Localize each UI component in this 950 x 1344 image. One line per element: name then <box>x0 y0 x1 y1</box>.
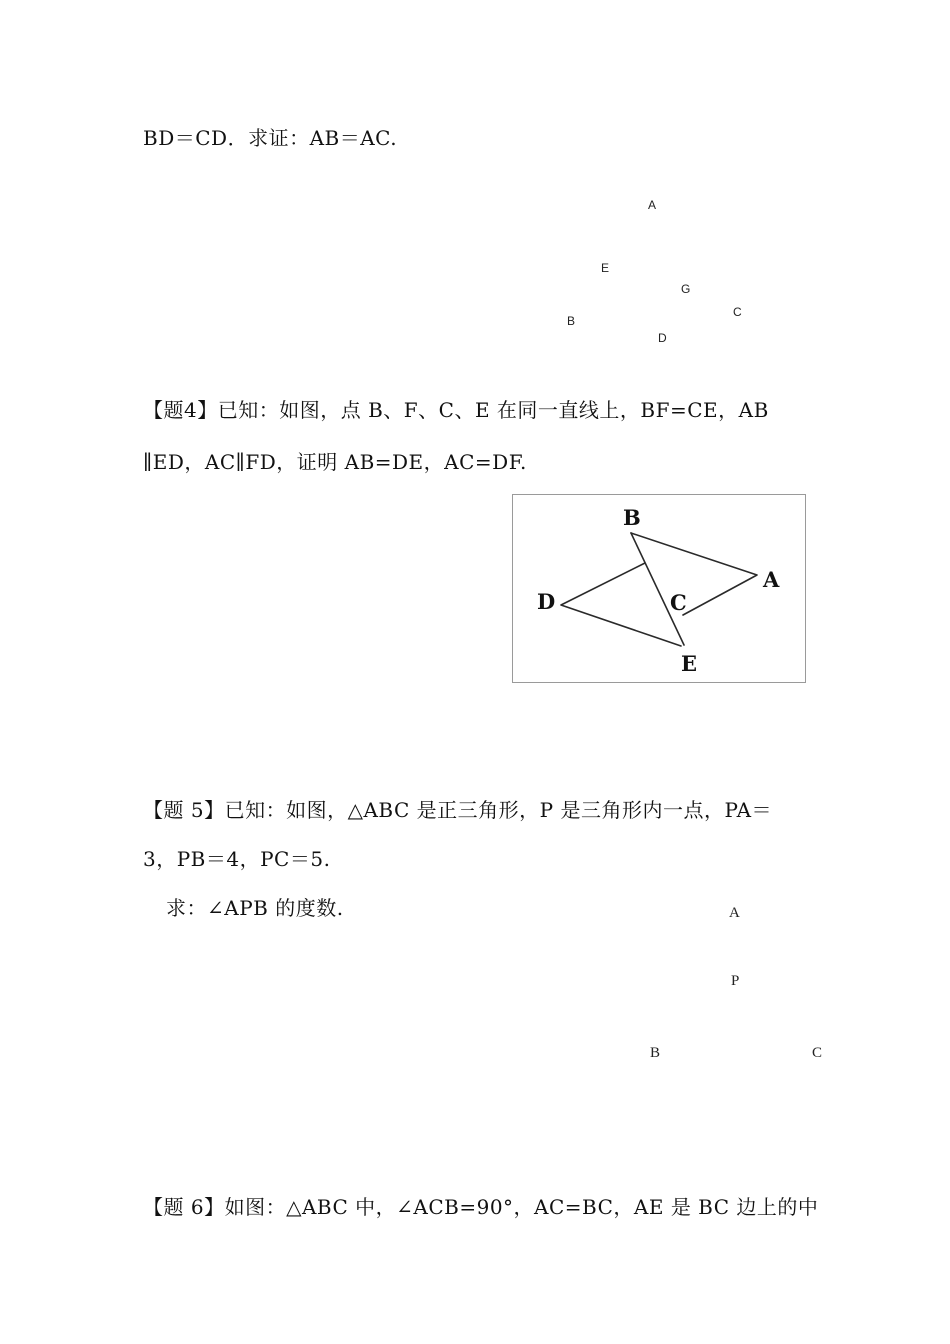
fig1-label-g: G <box>681 282 691 296</box>
fig1-label-a: A <box>648 198 657 212</box>
fig3-label-p: P <box>731 973 740 989</box>
figure-2-drawing <box>513 495 805 682</box>
fig2-label-c: C <box>670 590 687 615</box>
fig1-label-d: D <box>658 331 667 345</box>
fig3-label-a: A <box>729 905 740 921</box>
problem6-line1: 【题 6】如图：△ABC 中，∠ACB=90°，AC=BC，AE 是 BC 边上的中 <box>143 1195 819 1219</box>
figure-2 <box>512 494 806 683</box>
fig3-label-b: B <box>650 1045 661 1061</box>
fig2-triangle-def-edges <box>561 563 681 646</box>
fig1-label-e: E <box>601 261 610 275</box>
problem3-continuation: BD＝CD．求证：AB＝AC. <box>143 126 398 150</box>
problem5-line3: 求：∠APB 的度数. <box>166 896 344 920</box>
fig3-label-c: C <box>812 1045 823 1061</box>
fig1-label-c: C <box>733 305 742 319</box>
fig2-label-e: E <box>681 651 698 676</box>
fig2-line-be <box>631 533 684 645</box>
fig2-label-b: B <box>623 505 641 530</box>
fig2-label-a: A <box>763 567 780 592</box>
problem5-line2: 3，PB＝4，PC＝5. <box>143 847 331 871</box>
problem5-line1: 【题 5】已知：如图，△ABC 是正三角形，P 是三角形内一点，PA＝ <box>143 798 773 822</box>
fig1-label-b: B <box>567 314 576 328</box>
problem4-line2: ∥ED，AC∥FD，证明 AB=DE，AC=DF. <box>143 450 527 474</box>
problem4-line1: 【题4】已知：如图，点 B、F、C、E 在同一直线上，BF=CE，AB <box>143 398 769 422</box>
fig2-label-d: D <box>537 589 556 614</box>
